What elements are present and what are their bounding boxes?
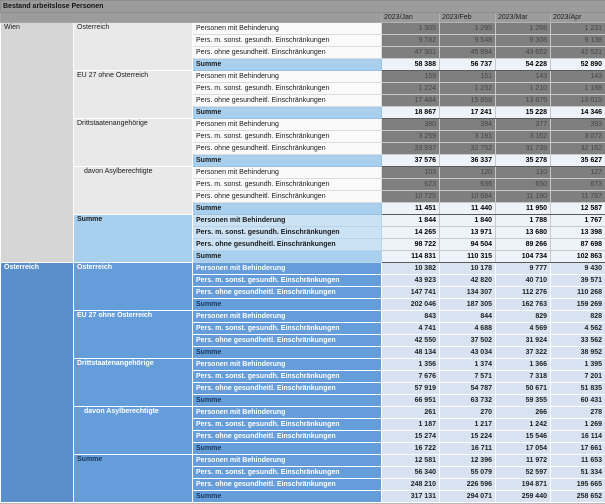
row-label-cell: Summe (193, 251, 382, 263)
value-cell: 9 548 (440, 35, 496, 47)
value-cell: 143 (551, 71, 605, 83)
row-label-cell: Summe (193, 59, 382, 71)
value-cell: 110 (496, 167, 551, 179)
value-cell: 36 337 (440, 155, 496, 167)
value-cell: 11 440 (440, 203, 496, 215)
value-cell: 13 015 (551, 95, 605, 107)
value-cell: 13 680 (496, 227, 551, 239)
value-cell: 16 114 (551, 431, 605, 443)
row-label-cell: Summe (193, 347, 382, 359)
row-label-cell: Pers. ohne gesundheitl. Einschränkungen (193, 143, 382, 155)
value-cell: 15 224 (440, 431, 496, 443)
value-cell: 12 587 (551, 203, 605, 215)
table-row (1, 263, 605, 275)
row-label-cell: Personen mit Behinderung (193, 119, 382, 131)
value-cell: 294 071 (440, 491, 496, 503)
value-cell: 380 (382, 119, 440, 131)
value-cell: 9 782 (382, 35, 440, 47)
row-label-cell: Summe (193, 299, 382, 311)
value-cell: 9 430 (551, 263, 605, 275)
value-cell: 47 301 (382, 47, 440, 59)
value-cell: 258 652 (551, 491, 605, 503)
value-cell: 1 295 (440, 23, 496, 35)
value-cell: 11 653 (551, 455, 605, 467)
group-cell: Summe (74, 215, 193, 263)
row-label-cell: Summe (193, 203, 382, 215)
value-cell: 10 382 (382, 263, 440, 275)
row-label-cell: Pers. m. sonst. gesundh. Einschränkungen (193, 371, 382, 383)
group-cell: EU 27 ohne Österreich (74, 71, 193, 119)
value-cell: 127 (551, 167, 605, 179)
value-cell: 110 268 (551, 287, 605, 299)
value-cell: 89 266 (496, 239, 551, 251)
value-cell: 194 871 (496, 479, 551, 491)
column-header: 2023/Mar (496, 13, 551, 23)
value-cell: 42 521 (551, 47, 605, 59)
value-cell: 38 952 (551, 347, 605, 359)
value-cell: 1 210 (496, 83, 551, 95)
value-cell: 147 741 (382, 287, 440, 299)
table-row (1, 359, 605, 371)
value-cell: 51 835 (551, 383, 605, 395)
value-cell: 17 484 (382, 95, 440, 107)
value-cell: 37 322 (496, 347, 551, 359)
value-cell: 317 131 (382, 491, 440, 503)
value-cell: 31 924 (496, 335, 551, 347)
value-cell: 9 308 (496, 35, 551, 47)
value-cell: 32 752 (440, 143, 496, 155)
value-cell: 98 722 (382, 239, 440, 251)
value-cell: 54 228 (496, 59, 551, 71)
row-label-cell: Personen mit Behinderung (193, 311, 382, 323)
value-cell: 43 923 (382, 275, 440, 287)
value-cell: 1 217 (440, 419, 496, 431)
value-cell: 13 971 (440, 227, 496, 239)
value-cell: 11 972 (496, 455, 551, 467)
value-cell: 1 231 (551, 23, 605, 35)
value-cell: 48 134 (382, 347, 440, 359)
value-cell: 278 (551, 407, 605, 419)
value-cell: 134 307 (440, 287, 496, 299)
region-cell: Österreich (1, 263, 74, 503)
value-cell: 17 241 (440, 107, 496, 119)
row-label-cell: Personen mit Behinderung (193, 23, 382, 35)
value-cell: 159 (382, 71, 440, 83)
value-cell: 248 210 (382, 479, 440, 491)
value-cell: 3 072 (551, 131, 605, 143)
value-cell: 1 305 (382, 23, 440, 35)
table-row (1, 167, 605, 179)
value-cell: 377 (496, 119, 551, 131)
value-cell: 114 831 (382, 251, 440, 263)
value-cell: 1 395 (551, 359, 605, 371)
value-cell: 7 676 (382, 371, 440, 383)
row-label-cell: Personen mit Behinderung (193, 359, 382, 371)
value-cell: 17 054 (496, 443, 551, 455)
value-cell: 55 079 (440, 467, 496, 479)
group-cell: Drittstaatenangehörige (74, 119, 193, 167)
table-row (1, 71, 605, 83)
value-cell: 102 863 (551, 251, 605, 263)
value-cell: 11 451 (382, 203, 440, 215)
row-label-cell: Pers. m. sonst. gesundh. Einschränkungen (193, 467, 382, 479)
row-label-cell: Summe (193, 155, 382, 167)
row-label-cell: Summe (193, 491, 382, 503)
value-cell: 1 767 (551, 215, 605, 227)
row-label-cell: Summe (193, 395, 382, 407)
value-cell: 12 396 (440, 455, 496, 467)
value-cell: 1 188 (551, 83, 605, 95)
value-cell: 51 334 (551, 467, 605, 479)
value-cell: 7 318 (496, 371, 551, 383)
value-cell: 4 569 (496, 323, 551, 335)
row-label-cell: Summe (193, 443, 382, 455)
value-cell: 195 665 (551, 479, 605, 491)
value-cell: 4 562 (551, 323, 605, 335)
value-cell: 393 (551, 119, 605, 131)
row-label-cell: Pers. ohne gesundheitl. Einschränkungen (193, 335, 382, 347)
group-cell: Österreich (74, 263, 193, 311)
value-cell: 15 228 (496, 107, 551, 119)
value-cell: 3 259 (382, 131, 440, 143)
value-cell: 226 596 (440, 479, 496, 491)
value-cell: 57 919 (382, 383, 440, 395)
value-cell: 50 671 (496, 383, 551, 395)
table-row (1, 311, 605, 323)
value-cell: 261 (382, 407, 440, 419)
group-cell: Drittstaatenangehörige (74, 359, 193, 407)
value-cell: 259 440 (496, 491, 551, 503)
value-cell: 1 840 (440, 215, 496, 227)
row-label-cell: Pers. m. sonst. gesundh. Einschränkungen (193, 131, 382, 143)
value-cell: 159 269 (551, 299, 605, 311)
report-title: Bestand arbeitslose Personen (1, 1, 605, 13)
value-cell: 35 278 (496, 155, 551, 167)
table-row (1, 215, 605, 227)
row-label-cell: Summe (193, 107, 382, 119)
value-cell: 110 315 (440, 251, 496, 263)
value-cell: 60 431 (551, 395, 605, 407)
value-cell: 187 305 (440, 299, 496, 311)
value-cell: 35 627 (551, 155, 605, 167)
value-cell: 623 (382, 179, 440, 191)
value-cell: 829 (496, 311, 551, 323)
value-cell: 66 951 (382, 395, 440, 407)
value-cell: 15 546 (496, 431, 551, 443)
row-label-cell: Personen mit Behinderung (193, 167, 382, 179)
value-cell: 202 046 (382, 299, 440, 311)
value-cell: 32 162 (551, 143, 605, 155)
value-cell: 103 (382, 167, 440, 179)
value-cell: 1 242 (496, 419, 551, 431)
value-cell: 40 710 (496, 275, 551, 287)
value-cell: 10 684 (440, 191, 496, 203)
value-cell: 16 711 (440, 443, 496, 455)
value-cell: 33 937 (382, 143, 440, 155)
value-cell: 104 734 (496, 251, 551, 263)
value-cell: 63 732 (440, 395, 496, 407)
value-cell: 673 (551, 179, 605, 191)
value-cell: 9 777 (496, 263, 551, 275)
column-header: 2023/Feb (440, 13, 496, 23)
value-cell: 4 688 (440, 323, 496, 335)
group-cell: Österreich (74, 23, 193, 71)
value-cell: 14 265 (382, 227, 440, 239)
value-cell: 143 (496, 71, 551, 83)
value-cell: 13 398 (551, 227, 605, 239)
row-label-cell: Pers. m. sonst. gesundh. Einschränkungen (193, 35, 382, 47)
value-cell: 15 858 (440, 95, 496, 107)
table-row (1, 23, 605, 35)
value-cell: 7 201 (551, 371, 605, 383)
value-cell: 15 274 (382, 431, 440, 443)
value-cell: 87 698 (551, 239, 605, 251)
value-cell: 39 571 (551, 275, 605, 287)
value-cell: 13 875 (496, 95, 551, 107)
value-cell: 17 661 (551, 443, 605, 455)
group-cell: davon Asylberechtigte (74, 407, 193, 455)
value-cell: 33 562 (551, 335, 605, 347)
value-cell: 151 (440, 71, 496, 83)
value-cell: 3 162 (496, 131, 551, 143)
table-row (1, 455, 605, 467)
row-label-cell: Pers. m. sonst. gesundh. Einschränkungen (193, 275, 382, 287)
value-cell: 10 725 (382, 191, 440, 203)
row-label-cell: Pers. ohne gesundheitl. Einschränkungen (193, 47, 382, 59)
value-cell: 11 787 (551, 191, 605, 203)
value-cell: 52 890 (551, 59, 605, 71)
value-cell: 1 356 (382, 359, 440, 371)
row-label-cell: Pers. ohne gesundheitl. Einschränkungen (193, 431, 382, 443)
value-cell: 43 652 (496, 47, 551, 59)
row-label-cell: Pers. m. sonst. gesundh. Einschränkungen (193, 179, 382, 191)
value-cell: 37 576 (382, 155, 440, 167)
value-cell: 42 550 (382, 335, 440, 347)
value-cell: 828 (551, 311, 605, 323)
row-label-cell: Personen mit Behinderung (193, 407, 382, 419)
group-cell: Summe (74, 455, 193, 503)
value-cell: 270 (440, 407, 496, 419)
region-cell: Wien (1, 23, 74, 263)
value-cell: 1 268 (496, 23, 551, 35)
row-label-cell: Pers. ohne gesundheitl. Einschränkungen (193, 95, 382, 107)
value-cell: 12 581 (382, 455, 440, 467)
value-cell: 37 502 (440, 335, 496, 347)
table-row (1, 407, 605, 419)
row-label-cell: Pers. ohne gesundheitl. Einschränkungen (193, 383, 382, 395)
value-cell: 43 034 (440, 347, 496, 359)
value-cell: 1 224 (382, 83, 440, 95)
value-cell: 394 (440, 119, 496, 131)
value-cell: 18 867 (382, 107, 440, 119)
value-cell: 120 (440, 167, 496, 179)
value-cell: 844 (440, 311, 496, 323)
column-header: 2023/Jan (382, 13, 440, 23)
row-label-cell: Pers. m. sonst. gesundh. Einschränkungen (193, 227, 382, 239)
row-label-cell: Pers. ohne gesundheitl. Einschränkungen (193, 191, 382, 203)
row-label-cell: Personen mit Behinderung (193, 71, 382, 83)
value-cell: 4 741 (382, 323, 440, 335)
row-label-cell: Personen mit Behinderung (193, 215, 382, 227)
value-cell: 1 187 (382, 419, 440, 431)
value-cell: 11 190 (496, 191, 551, 203)
value-cell: 94 504 (440, 239, 496, 251)
row-label-cell: Pers. m. sonst. gesundh. Einschränkungen (193, 323, 382, 335)
row-label-cell: Personen mit Behinderung (193, 263, 382, 275)
value-cell: 266 (496, 407, 551, 419)
value-cell: 42 820 (440, 275, 496, 287)
value-cell: 14 346 (551, 107, 605, 119)
value-cell: 56 340 (382, 467, 440, 479)
value-cell: 56 737 (440, 59, 496, 71)
value-cell: 1 374 (440, 359, 496, 371)
value-cell: 31 739 (496, 143, 551, 155)
value-cell: 16 722 (382, 443, 440, 455)
row-label-cell: Pers. ohne gesundheitl. Einschränkungen (193, 287, 382, 299)
value-cell: 52 597 (496, 467, 551, 479)
table-row (1, 119, 605, 131)
row-label-cell: Pers. ohne gesundheitl. Einschränkungen (193, 479, 382, 491)
row-label-cell: Personen mit Behinderung (193, 455, 382, 467)
value-cell: 7 571 (440, 371, 496, 383)
value-cell: 1 232 (440, 83, 496, 95)
value-cell: 162 763 (496, 299, 551, 311)
row-label-cell: Pers. m. sonst. gesundh. Einschränkungen (193, 83, 382, 95)
header-spacer (1, 13, 382, 23)
value-cell: 10 178 (440, 263, 496, 275)
value-cell: 636 (440, 179, 496, 191)
value-cell: 1 269 (551, 419, 605, 431)
value-cell: 1 366 (496, 359, 551, 371)
value-cell: 3 191 (440, 131, 496, 143)
value-cell: 54 787 (440, 383, 496, 395)
value-cell: 59 355 (496, 395, 551, 407)
value-cell: 1 844 (382, 215, 440, 227)
value-cell: 650 (496, 179, 551, 191)
column-header: 2023/Apr (551, 13, 605, 23)
value-cell: 58 388 (382, 59, 440, 71)
row-label-cell: Pers. ohne gesundheitl. Einschränkungen (193, 239, 382, 251)
group-cell: EU 27 ohne Österreich (74, 311, 193, 359)
row-label-cell: Pers. m. sonst. gesundh. Einschränkungen (193, 419, 382, 431)
value-cell: 1 788 (496, 215, 551, 227)
value-cell: 9 138 (551, 35, 605, 47)
value-cell: 45 894 (440, 47, 496, 59)
group-cell: davon Asylberechtigte (74, 167, 193, 215)
value-cell: 11 950 (496, 203, 551, 215)
value-cell: 112 276 (496, 287, 551, 299)
value-cell: 843 (382, 311, 440, 323)
